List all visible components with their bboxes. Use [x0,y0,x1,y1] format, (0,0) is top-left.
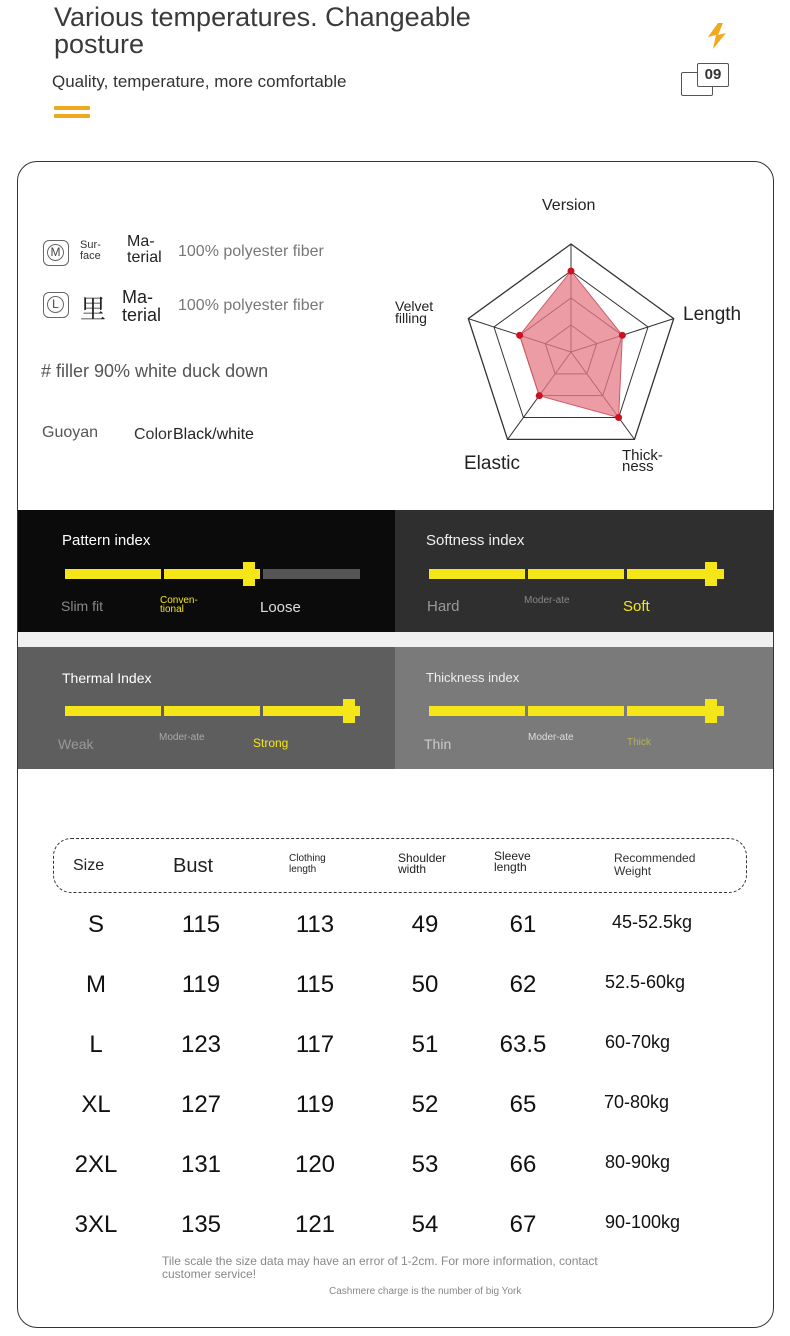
size-cell: 113 [295,911,335,938]
radar-chart [458,222,688,452]
panel-divider [18,632,774,647]
size-cell: 119 [181,971,221,998]
size-cell: 3XL [74,1211,118,1238]
radar-point [619,332,626,339]
page-title: Various temperatures. Changeable posture [54,2,471,59]
surface-tag: Sur-face [80,239,101,262]
thermal-index-title: Thermal Index [62,670,152,686]
size-cell: 117 [295,1031,335,1058]
thickness-track-seg-1 [429,706,525,716]
size-cell: 50 [411,971,439,998]
accent-bars-icon [54,106,90,122]
radar-point [516,332,523,339]
softness-label-soft: Soft [623,598,650,615]
lining-char: 里 [80,294,107,324]
thermal-track-seg-1 [65,706,161,716]
radar-label-thickness: Thick-ness [622,447,663,475]
header-bust: Bust [173,855,214,877]
pattern-index-marker [243,562,255,586]
size-cell: L [89,1031,103,1058]
pattern-index-title: Pattern index [62,532,151,549]
weight-cell: 70-80kg [604,1092,670,1112]
thickness-track-seg-2 [528,706,624,716]
radar-label-velvet-filling: Velvet filling [395,298,434,326]
page-subtitle: Quality, temperature, more comfortable [52,72,347,91]
weight-cell: 45-52.5kg [612,912,693,932]
softness-label-moderate: Moder-ate [524,595,570,606]
radar-value-area [520,271,623,418]
thermal-index-panel [18,647,395,769]
header-recommended-weight: Recommended Weight [614,851,696,878]
weight-cell: 90-100kg [605,1212,681,1232]
filler-text: # filler 90% white duck down [41,361,269,381]
size-cell: XL [81,1091,111,1118]
radar-point [536,392,543,399]
guoyan-label: Guoyan [42,424,99,441]
weight-cell: 80-90kg [605,1152,671,1172]
size-cell: 115 [181,911,221,938]
radar-label-version: Version [542,197,596,214]
pattern-label-slim: Slim fit [61,598,103,614]
thermal-label-moderate: Moder-ate [159,732,205,743]
radar-label-elastic: Elastic [464,453,520,474]
size-cell: 121 [294,1211,336,1238]
pattern-label-conventional: Conven-tional [160,595,198,615]
size-cell: 53 [411,1151,439,1178]
size-cell: 131 [180,1151,222,1178]
softness-index-marker [705,562,717,586]
weight-cell: 60-70kg [605,1032,671,1052]
header-shoulder-width: Shoulder width [398,851,447,876]
softness-track-seg-2 [528,569,624,579]
size-cell: 51 [411,1031,439,1058]
size-cell: 67 [509,1211,537,1238]
header-clothing-length: Clothing length [289,853,326,875]
header-size: Size [73,857,105,874]
surface-material-value: 100% polyester fiber [178,243,324,260]
pattern-label-loose: Loose [260,599,301,616]
thermal-label-strong: Strong [253,736,289,750]
softness-label-hard: Hard [427,598,460,615]
lining-material-value: 100% polyester fiber [178,297,324,314]
size-cell: 119 [295,1091,335,1118]
size-cell: 52 [411,1091,439,1118]
surface-material-label: Ma-terial [127,233,162,266]
size-cell: 127 [180,1091,222,1118]
size-cell: 63.5 [499,1031,547,1058]
size-cell: 49 [411,911,439,938]
size-cell: 62 [509,971,537,998]
radar-label-length: Length [683,304,742,325]
radar-point [568,268,575,275]
size-cell: 115 [295,971,335,998]
thickness-index-title: Thickness index [426,670,520,685]
softness-index-panel [395,510,774,632]
size-cell: 120 [294,1151,336,1178]
softness-track-seg-1 [429,569,525,579]
size-cell: 66 [509,1151,537,1178]
thermal-index-marker [343,699,355,723]
color-label: Color [134,426,173,443]
size-note: Tile scale the size data may have an error of 1-2cm. For more information, contact customer service! [162,1254,598,1281]
pattern-track-seg-1 [65,569,161,579]
size-cell: S [87,911,104,938]
size-cell: 123 [180,1031,222,1058]
thickness-label-thin: Thin [424,736,452,752]
thermal-track-seg-2 [164,706,260,716]
size-cell: 61 [509,911,537,938]
lining-material-icon: L [43,292,69,318]
pattern-track-seg-3 [263,569,360,579]
thermal-label-weak: Weak [58,736,94,752]
size-cell: 2XL [74,1151,118,1178]
header-sleeve-length: Sleeve length [494,849,531,874]
lightning-icon [704,22,730,50]
pattern-index-panel [18,510,395,632]
size-cell: M [86,971,106,998]
radar-point [615,414,622,421]
size-cell: 54 [411,1211,439,1238]
lining-material-label: Ma-terial [122,287,162,325]
thickness-index-panel [395,647,774,769]
size-cell: 65 [509,1091,537,1118]
thickness-index-marker [705,699,717,723]
thickness-label-thick: Thick [627,737,651,748]
thickness-label-moderate: Moder-ate [528,732,574,743]
softness-index-title: Softness index [426,532,525,549]
page-number-badge: 09 [697,63,729,87]
color-value: Black/white [173,426,254,443]
surface-material-icon: M [43,240,69,266]
size-cell: 135 [180,1211,222,1238]
weight-cell: 52.5-60kg [605,972,686,992]
cashmere-note: Cashmere charge is the number of big York [329,1286,522,1297]
